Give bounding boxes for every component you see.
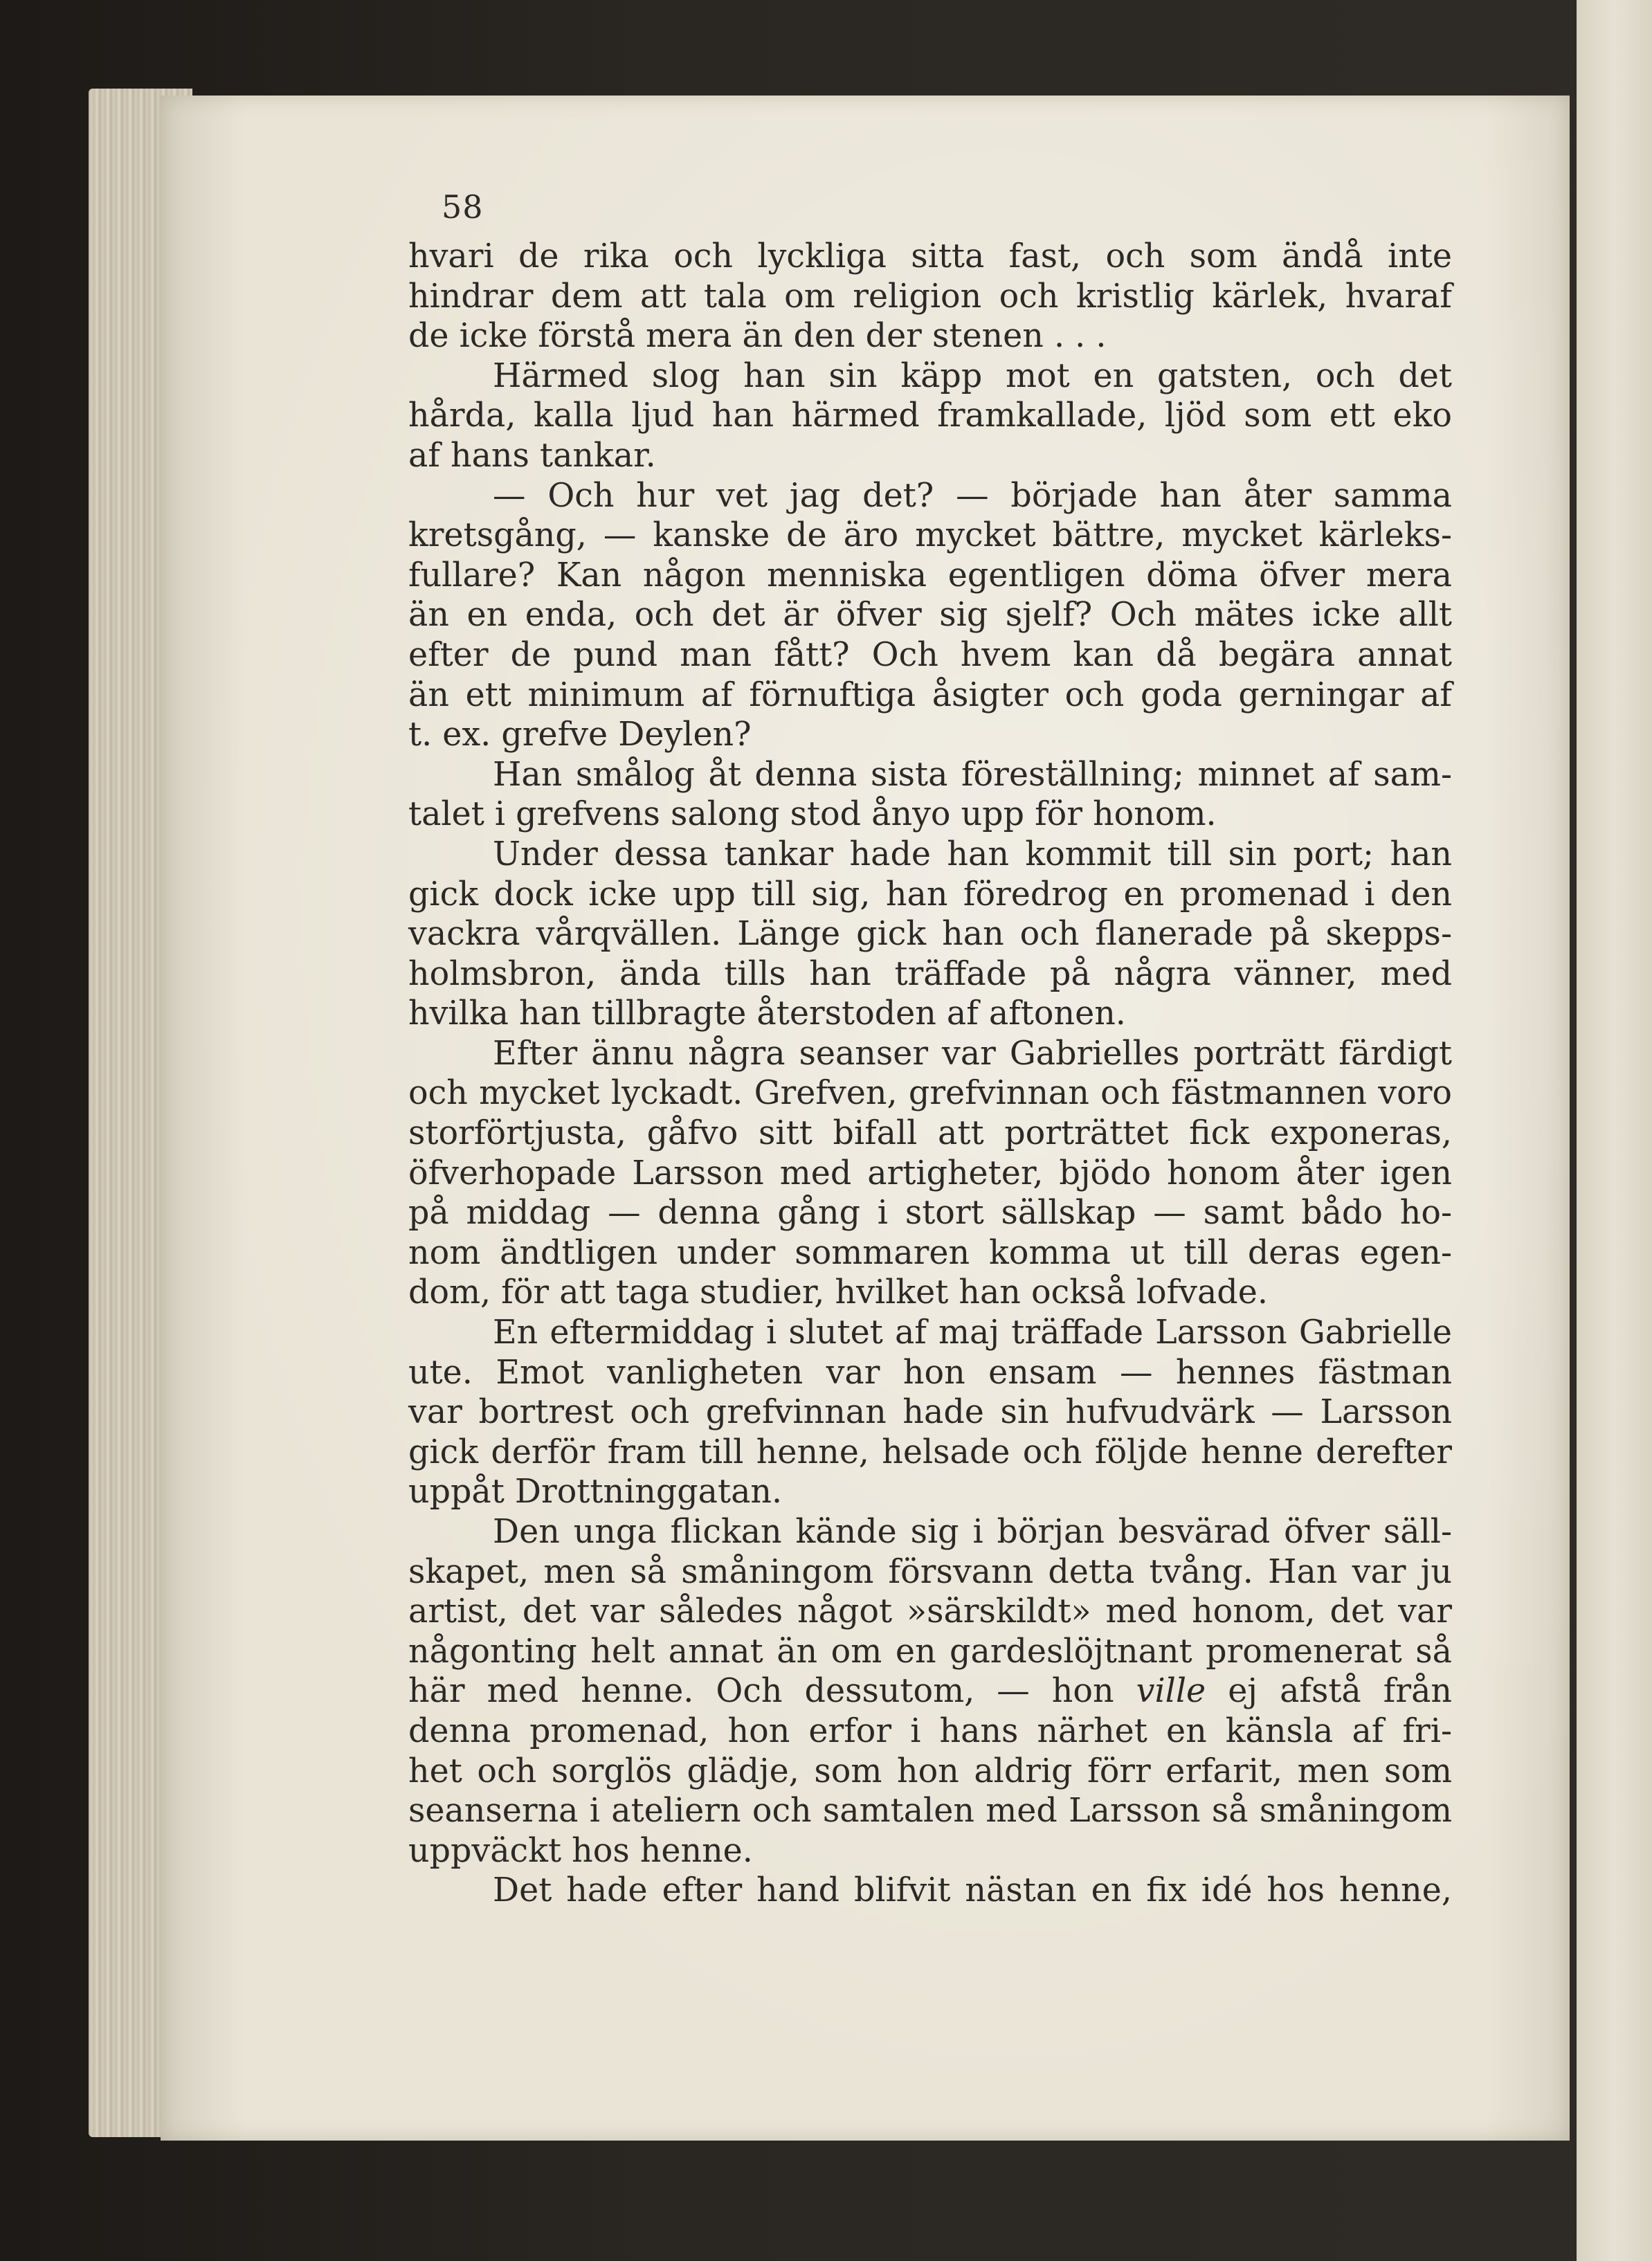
text-line: storförtjusta, gåfvo sitt bifall att porträttet fick exponeras,: [408, 1114, 1452, 1153]
text-line: kretsgång, — kanske de äro mycket bättre, mycket kärleks-: [408, 516, 1452, 555]
text-line: uppväckt hos henne.: [408, 1831, 753, 1870]
text-line: efter de pund man fått? Och hvem kan då begära annat: [408, 635, 1452, 674]
text-line: Han smålog åt denna sista föreställning; minnet af sam-: [493, 755, 1452, 794]
text-line: öfverhopade Larsson med artigheter, bjödo honom åter igen: [408, 1154, 1452, 1192]
text-line: En eftermiddag i slutet af maj träffade Larsson Gabrielle: [493, 1314, 1452, 1352]
text-line: Det hade efter hand blifvit nästan en fix idé hos henne,: [493, 1871, 1452, 1910]
text-line: skapet, men så småningom försvann detta tvång. Han var ju: [408, 1552, 1452, 1591]
text-line: artist, det var således något »särskildt» med honom, det var: [408, 1592, 1452, 1631]
text-line: hindrar dem att tala om religion och kristlig kärlek, hvaraf: [408, 277, 1452, 316]
text-line: Den unga flickan kände sig i början besvärad öfver säll-: [493, 1513, 1452, 1551]
text-line: uppåt Drottninggatan.: [408, 1473, 783, 1511]
text-line: ute. Emot vanligheten var hon ensam — hennes fästman: [408, 1353, 1452, 1392]
text-line: talet i grefvens salong stod ånyo upp för honom.: [408, 795, 1217, 834]
text-line: denna promenad, hon erfor i hans närhet en känsla af fri-: [408, 1711, 1452, 1750]
text-line: fullare? Kan någon menniska egentligen döma öfver mera: [408, 556, 1452, 594]
text-line: holmsbron, ända tills han träffade på några vänner, med: [408, 954, 1452, 993]
text-line: vackra vårqvällen. Länge gick han och flanerade på skepps-: [408, 915, 1452, 954]
text-line: nom ändtligen under sommaren komma ut till deras egen-: [408, 1233, 1452, 1272]
text-line: hårda, kalla ljud han härmed framkallade, ljöd som ett eko: [408, 397, 1452, 435]
text-line: Härmed slog han sin käpp mot en gatsten, och det: [493, 356, 1452, 395]
text-line: hvari de rika och lyckliga sitta fast, och som ändå inte: [408, 237, 1452, 275]
text-line: Under dessa tankar hade han kommit till sin port; han: [493, 835, 1452, 873]
text-line: t. ex. grefve Deylen?: [408, 716, 752, 754]
text-line: än ett minimum af förnuftiga åsigter och goda gerningar af: [408, 675, 1452, 714]
text-line: het och sorglös glädje, som hon aldrig förr erfarit, men som: [408, 1752, 1452, 1790]
text-line: seanserna i ateliern och samtalen med Larsson så småningom: [408, 1792, 1452, 1831]
text-line: hvilka han tillbragte återstoden af aftonen.: [408, 995, 1126, 1033]
text-line: gick derför fram till henne, helsade och följde henne derefter: [408, 1433, 1452, 1471]
text-line: Efter ännu några seanser var Gabrielles porträtt färdigt: [493, 1034, 1452, 1073]
text-line: på middag — denna gång i stort sällskap — samt bådo ho-: [408, 1194, 1452, 1233]
text-line: gick dock icke upp till sig, han föredrog en promenad i den: [408, 875, 1452, 914]
page-number: 58: [442, 188, 484, 226]
text-line: än en enda, och det är öfver sig sjelf? Och mätes icke allt: [408, 596, 1452, 635]
text-line: någonting helt annat än om en gardeslöjtnant promenerat så: [408, 1632, 1452, 1671]
text-line: här med henne. Och dessutom, — hon ville ej afstå från: [408, 1672, 1452, 1711]
emphasized-word: ville: [1136, 1672, 1206, 1711]
text-line: och mycket lyckadt. Grefven, grefvinnan och fästmannen voro: [408, 1074, 1452, 1113]
text-line: dom, för att taga studier, hvilket han också lofvade.: [408, 1273, 1268, 1312]
body-text: [408, 237, 1452, 1911]
text-line: de icke förstå mera än den der stenen . . .: [408, 317, 1107, 356]
text-line: af hans tankar.: [408, 436, 656, 475]
facing-page-edge: [1577, 0, 1652, 2261]
text-line: — Och hur vet jag det? — började han åter samma: [493, 476, 1452, 515]
text-line: var bortrest och grefvinnan hade sin hufvudvärk — Larsson: [408, 1393, 1452, 1432]
